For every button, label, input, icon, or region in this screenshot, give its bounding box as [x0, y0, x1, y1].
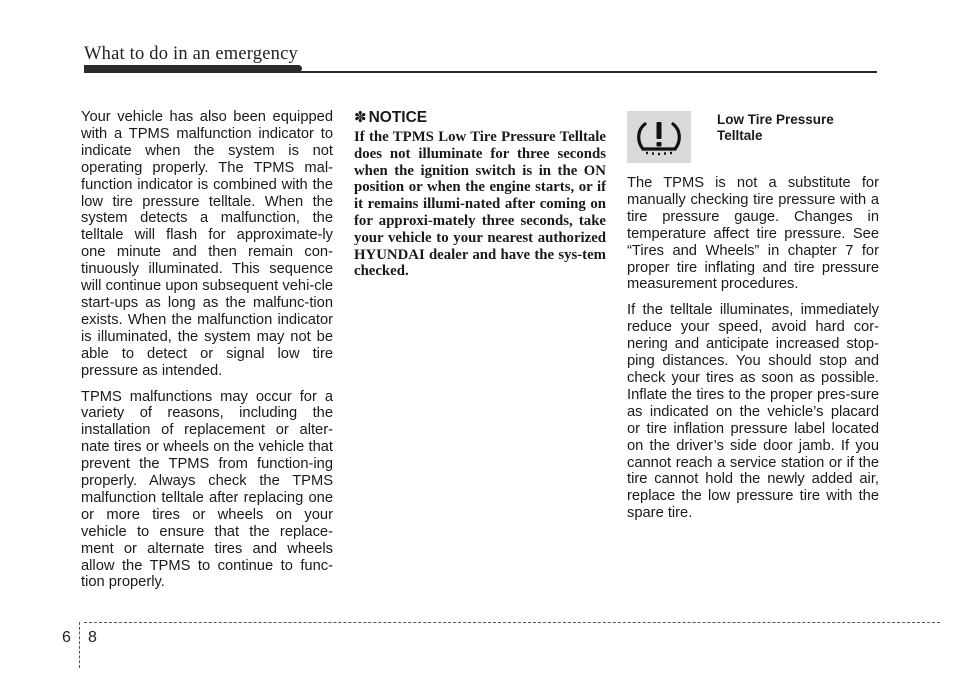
notice-body: If the TPMS Low Tire Pressure Telltale does not illuminate for three seconds when the ignition switch is in the ON position or when the engine starts, or if it remains illumi-nated after coming on for approxi-mately three seconds, take your vehicle to your nearest authorized HYUNDAI dealer and have the sys-tem checked.	[354, 129, 606, 280]
paragraph-malfunction-indicator: Your vehicle has also been equipped with a TPMS malfunction indicator to indicate when the system is not operating properly. The TPMS mal-function indicator is combined with the low tire pressure telltale. When the system detects a malfunction, the telltale will flash for approximate-ly one minute and then remain con-tinuously illuminated. This sequence will continue upon subsequent vehi-cle start-ups as long as the malfunc-tion exists. When the malfunction indicator is illuminated, the system may not be able to detect or signal low tire pressure as intended.	[81, 109, 333, 379]
paragraph-tpms-substitute: The TPMS is not a substitute for manually checking tire pressure with a tire pressure gauge. Changes in temperature affect tire pressure. See “Tires and Wheels” in chapter 7 for proper tire inflating and tire pressure measurement procedures.	[627, 175, 879, 293]
footer-rule	[84, 622, 940, 623]
notice-star-icon: ✽	[354, 109, 367, 126]
telltale-title-line2: Telltale	[717, 128, 763, 143]
notice-heading-text: NOTICE	[368, 109, 428, 126]
tpms-warning-icon	[627, 111, 691, 163]
section-title: What to do in an emergency	[84, 44, 298, 64]
page-number-divider	[79, 622, 80, 668]
notice-box	[354, 109, 606, 289]
paragraph-telltale-action: If the telltale illuminates, immediately reduce your speed, avoid hard cor-nering and anticipate increased stop-ping distances. You should stop and check your tires as soon as possible. Inflate the tires to the proper pres-sure as indicated on the vehicle’s placard or tire inflation pressure label located on the driver’s side door jamb. If you cannot reach a service station or if the tire cannot hold the newly added air, replace the low pressure tire with the spare tire.	[627, 302, 879, 522]
page-number: 8	[88, 629, 97, 646]
telltale-title-line1: Low Tire Pressure	[717, 112, 834, 127]
telltale-header	[627, 109, 879, 163]
notice-heading	[354, 109, 606, 127]
chapter-number: 6	[62, 629, 71, 646]
header-rule	[84, 71, 877, 73]
paragraph-malfunction-causes: TPMS malfunctions may occur for a variety of reasons, including the installation of replacement or alter-nate tires or wheels on the vehicle that prevent the TPMS from function-ing properly. Always check the TPMS malfunction telltale after replacing one or more tires or wheels on your vehicle to ensure that the replace-ment or alternate tires and wheels allow the TPMS to continue to func-tion properly.	[81, 388, 333, 591]
telltale-title	[717, 112, 834, 144]
column-right	[627, 109, 879, 531]
column-left	[81, 109, 333, 600]
